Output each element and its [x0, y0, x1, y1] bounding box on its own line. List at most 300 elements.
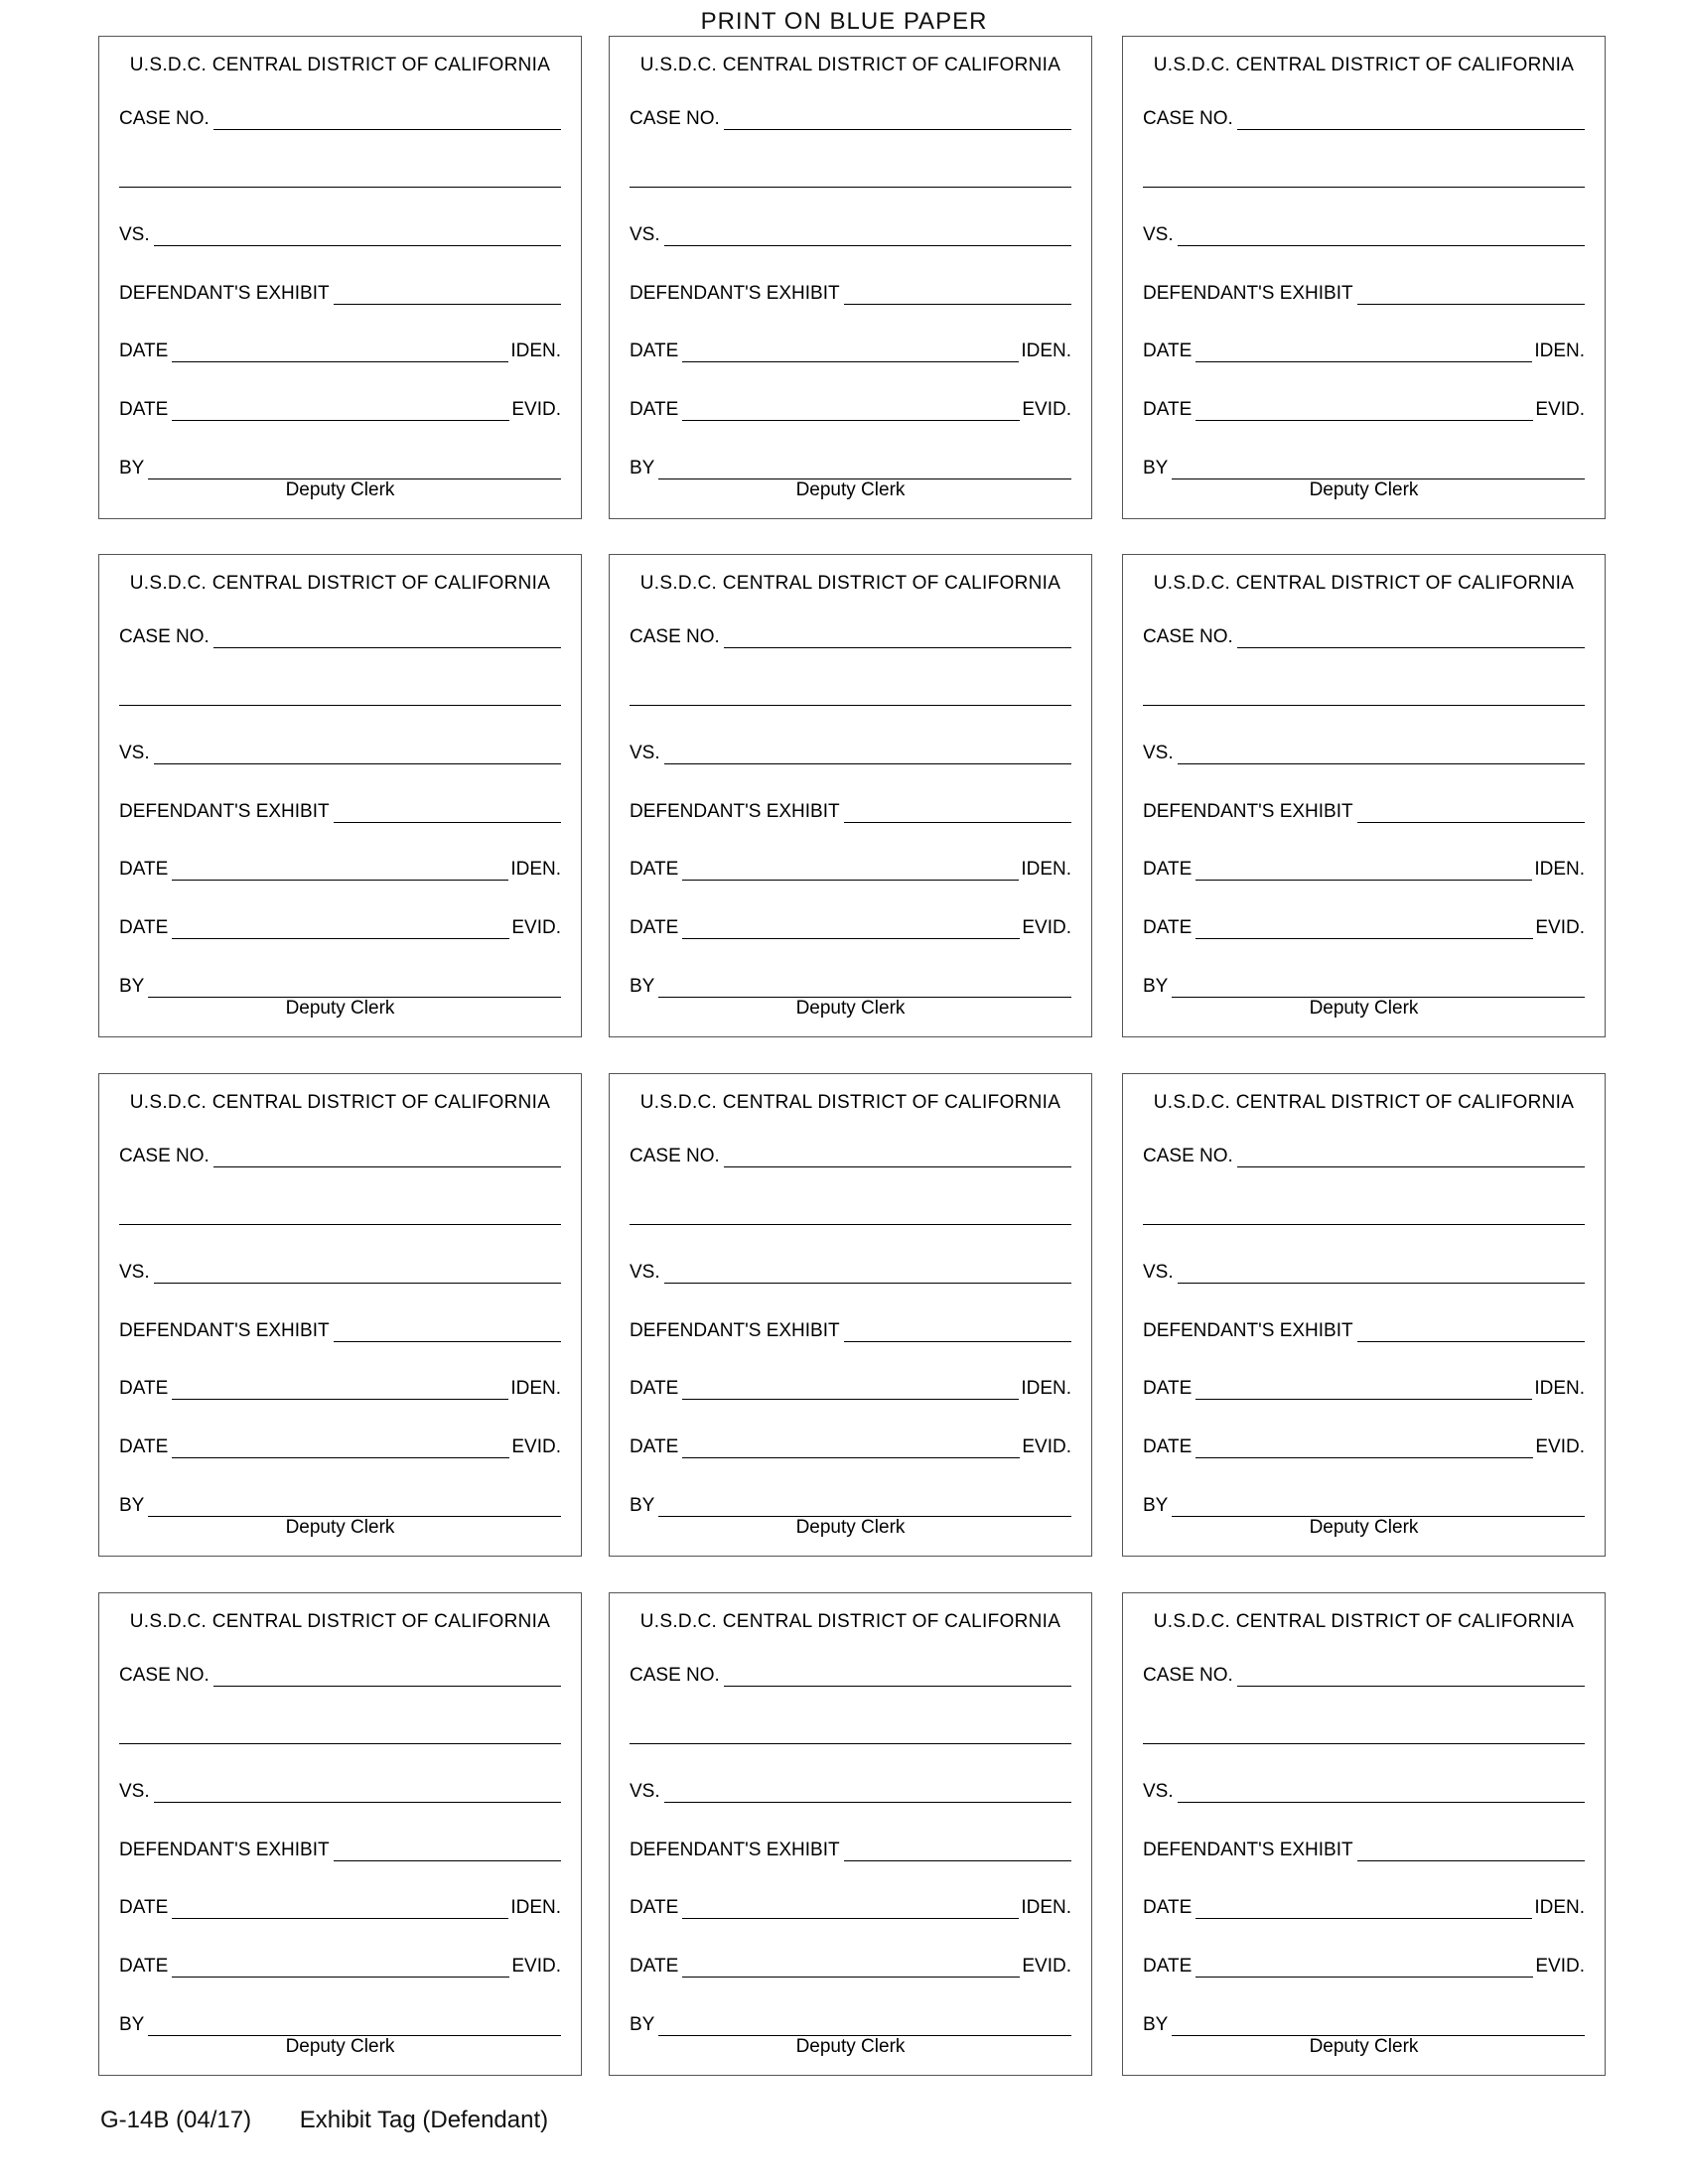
case-name-row: [630, 1195, 1071, 1225]
case-name-field[interactable]: [630, 1725, 1071, 1744]
vs-field[interactable]: [664, 1784, 1071, 1803]
vs-label: VS.: [630, 1781, 660, 1802]
vs-field[interactable]: [154, 227, 561, 246]
exhibit-tag-12: [1122, 1592, 1606, 2076]
evid-label: EVID.: [511, 1436, 561, 1457]
by-label: BY: [630, 2014, 655, 2035]
deputy-clerk-label: Deputy Clerk: [285, 479, 395, 500]
signature-field[interactable]: [148, 461, 561, 479]
evid-label: EVID.: [1535, 1436, 1585, 1457]
court-title: U.S.D.C. CENTRAL DISTRICT OF CALIFORNIA: [639, 1611, 1061, 1632]
vs-field[interactable]: [154, 1784, 561, 1803]
signature-field[interactable]: [1172, 2017, 1585, 2036]
signature-field[interactable]: [1172, 461, 1585, 479]
case-name-field[interactable]: [1143, 169, 1585, 188]
iden-label: IDEN.: [510, 859, 561, 880]
date-label: DATE: [119, 917, 169, 938]
date-iden-row: [119, 333, 561, 362]
date-iden-field[interactable]: [172, 1381, 508, 1400]
form-code: G-14B (04/17): [100, 2107, 252, 2133]
date-evid-field[interactable]: [172, 1439, 509, 1458]
case-no-label: CASE NO.: [119, 108, 210, 129]
exhibit-label: DEFENDANT'S EXHIBIT: [119, 1320, 330, 1341]
case-no-label: CASE NO.: [1143, 1665, 1233, 1686]
date-iden-field[interactable]: [172, 343, 508, 362]
deputy-clerk-label: Deputy Clerk: [1309, 479, 1419, 500]
case-name-row: [1143, 1195, 1585, 1225]
case-name-field[interactable]: [119, 687, 561, 706]
vs-field[interactable]: [664, 746, 1071, 764]
by-label: BY: [119, 2014, 145, 2035]
case-no-field[interactable]: [1237, 111, 1585, 130]
date-iden-row: [1143, 333, 1585, 362]
date-iden-field[interactable]: [1196, 1900, 1532, 1919]
by-label: BY: [1143, 976, 1169, 997]
iden-label: IDEN.: [1021, 1378, 1071, 1399]
signature-field[interactable]: [658, 461, 1071, 479]
date-label: DATE: [630, 917, 679, 938]
case-no-row: [119, 1657, 561, 1687]
signature-field[interactable]: [658, 1498, 1071, 1517]
case-no-label: CASE NO.: [630, 108, 720, 129]
vs-label: VS.: [119, 1262, 150, 1283]
exhibit-label: DEFENDANT'S EXHIBIT: [630, 801, 840, 822]
vs-row: [1143, 1773, 1585, 1803]
case-no-field[interactable]: [724, 1149, 1071, 1167]
by-row: [119, 450, 561, 479]
court-title: U.S.D.C. CENTRAL DISTRICT OF CALIFORNIA: [1153, 1611, 1575, 1632]
date-evid-row: [119, 1948, 561, 1978]
signature-field[interactable]: [1172, 1498, 1585, 1517]
vs-label: VS.: [119, 743, 150, 763]
exhibit-number-field[interactable]: [844, 1843, 1071, 1861]
date-iden-field[interactable]: [1196, 1381, 1532, 1400]
vs-label: VS.: [1143, 1781, 1174, 1802]
date-evid-field[interactable]: [682, 1959, 1020, 1978]
case-no-field[interactable]: [1237, 1149, 1585, 1167]
iden-label: IDEN.: [1534, 1378, 1585, 1399]
date-iden-row: [1143, 1889, 1585, 1919]
exhibit-tag-11: [609, 1592, 1092, 2076]
iden-label: IDEN.: [1534, 341, 1585, 361]
case-name-field[interactable]: [119, 1206, 561, 1225]
date-evid-field[interactable]: [1196, 402, 1533, 421]
case-name-row: [119, 1195, 561, 1225]
by-label: BY: [119, 458, 145, 478]
vs-field[interactable]: [664, 1265, 1071, 1284]
case-name-row: [1143, 676, 1585, 706]
case-no-field[interactable]: [213, 1668, 561, 1687]
case-no-row: [1143, 618, 1585, 648]
signature-field[interactable]: [148, 2017, 561, 2036]
exhibit-label: DEFENDANT'S EXHIBIT: [1143, 283, 1353, 304]
by-row: [119, 1487, 561, 1517]
vs-label: VS.: [1143, 224, 1174, 245]
vs-field[interactable]: [1178, 746, 1585, 764]
by-label: BY: [1143, 458, 1169, 478]
case-name-row: [630, 158, 1071, 188]
exhibit-label: DEFENDANT'S EXHIBIT: [119, 801, 330, 822]
deputy-clerk-label: Deputy Clerk: [285, 2036, 395, 2057]
exhibit-number-field[interactable]: [1357, 1843, 1585, 1861]
case-no-row: [630, 618, 1071, 648]
court-title: U.S.D.C. CENTRAL DISTRICT OF CALIFORNIA: [129, 55, 551, 75]
case-name-row: [630, 676, 1071, 706]
date-iden-field[interactable]: [682, 343, 1019, 362]
date-label: DATE: [630, 1956, 679, 1977]
evid-label: EVID.: [1535, 1956, 1585, 1977]
case-no-field[interactable]: [1237, 629, 1585, 648]
iden-label: IDEN.: [1021, 1897, 1071, 1918]
exhibit-tag-10: [98, 1592, 582, 2076]
exhibit-number-field[interactable]: [334, 1323, 561, 1342]
exhibit-tag-9: [1122, 1073, 1606, 1557]
date-evid-field[interactable]: [172, 402, 509, 421]
signature-field[interactable]: [658, 979, 1071, 998]
date-evid-row: [119, 391, 561, 421]
date-evid-field[interactable]: [1196, 1959, 1533, 1978]
vs-field[interactable]: [1178, 1784, 1585, 1803]
vs-row: [1143, 216, 1585, 246]
vs-label: VS.: [119, 224, 150, 245]
court-title: U.S.D.C. CENTRAL DISTRICT OF CALIFORNIA: [129, 1092, 551, 1113]
exhibit-row: [630, 1832, 1071, 1861]
deputy-clerk-label: Deputy Clerk: [795, 479, 906, 500]
date-evid-row: [1143, 1948, 1585, 1978]
evid-label: EVID.: [1535, 399, 1585, 420]
vs-row: [119, 735, 561, 764]
date-iden-row: [630, 851, 1071, 881]
case-no-label: CASE NO.: [119, 626, 210, 647]
date-label: DATE: [630, 341, 679, 361]
by-label: BY: [1143, 1495, 1169, 1516]
exhibit-label: DEFENDANT'S EXHIBIT: [1143, 1840, 1353, 1860]
vs-row: [630, 1254, 1071, 1284]
date-evid-row: [1143, 909, 1585, 939]
evid-label: EVID.: [1535, 917, 1585, 938]
date-iden-row: [119, 1370, 561, 1400]
vs-row: [1143, 1254, 1585, 1284]
page-footer: [100, 2107, 548, 2134]
date-iden-field[interactable]: [682, 862, 1019, 881]
vs-row: [630, 216, 1071, 246]
date-label: DATE: [630, 1897, 679, 1918]
by-label: BY: [630, 458, 655, 478]
evid-label: EVID.: [1022, 1956, 1071, 1977]
deputy-clerk-label: Deputy Clerk: [1309, 998, 1419, 1019]
date-evid-field[interactable]: [682, 1439, 1020, 1458]
date-iden-row: [1143, 851, 1585, 881]
case-name-field[interactable]: [119, 169, 561, 188]
date-iden-field[interactable]: [682, 1900, 1019, 1919]
iden-label: IDEN.: [510, 341, 561, 361]
case-name-row: [119, 158, 561, 188]
date-iden-field[interactable]: [172, 862, 508, 881]
exhibit-tag-8: [609, 1073, 1092, 1557]
form-title: Exhibit Tag (Defendant): [299, 2107, 549, 2133]
vs-label: VS.: [630, 743, 660, 763]
exhibit-row: [119, 793, 561, 823]
date-evid-field[interactable]: [682, 402, 1020, 421]
exhibit-tag-7: [98, 1073, 582, 1557]
court-title: U.S.D.C. CENTRAL DISTRICT OF CALIFORNIA: [639, 1092, 1061, 1113]
evid-label: EVID.: [511, 1956, 561, 1977]
date-label: DATE: [119, 1378, 169, 1399]
case-no-field[interactable]: [213, 111, 561, 130]
exhibit-number-field[interactable]: [1357, 1323, 1585, 1342]
iden-label: IDEN.: [510, 1378, 561, 1399]
iden-label: IDEN.: [1534, 1897, 1585, 1918]
date-iden-field[interactable]: [172, 1900, 508, 1919]
exhibit-row: [119, 1312, 561, 1342]
case-name-row: [1143, 158, 1585, 188]
vs-label: VS.: [630, 1262, 660, 1283]
date-label: DATE: [1143, 1897, 1193, 1918]
evid-label: EVID.: [511, 917, 561, 938]
case-name-row: [119, 676, 561, 706]
date-label: DATE: [1143, 1436, 1193, 1457]
date-label: DATE: [119, 341, 169, 361]
case-no-row: [630, 1138, 1071, 1167]
case-no-row: [630, 100, 1071, 130]
date-iden-row: [630, 1889, 1071, 1919]
by-label: BY: [1143, 2014, 1169, 2035]
date-iden-row: [630, 1370, 1071, 1400]
date-label: DATE: [630, 399, 679, 420]
case-no-label: CASE NO.: [1143, 626, 1233, 647]
exhibit-number-field[interactable]: [334, 286, 561, 305]
by-row: [119, 968, 561, 998]
case-no-row: [1143, 1657, 1585, 1687]
by-row: [1143, 1487, 1585, 1517]
by-label: BY: [119, 976, 145, 997]
date-evid-row: [630, 1948, 1071, 1978]
date-evid-row: [630, 909, 1071, 939]
date-evid-row: [1143, 1429, 1585, 1458]
vs-row: [119, 1254, 561, 1284]
exhibit-row: [1143, 793, 1585, 823]
exhibit-number-field[interactable]: [1357, 804, 1585, 823]
case-name-row: [1143, 1714, 1585, 1744]
case-no-row: [630, 1657, 1071, 1687]
vs-label: VS.: [1143, 743, 1174, 763]
case-name-field[interactable]: [1143, 1725, 1585, 1744]
date-label: DATE: [630, 859, 679, 880]
vs-field[interactable]: [154, 1265, 561, 1284]
case-no-label: CASE NO.: [630, 626, 720, 647]
case-no-field[interactable]: [213, 629, 561, 648]
exhibit-tag-3: [1122, 36, 1606, 519]
evid-label: EVID.: [1022, 399, 1071, 420]
date-evid-row: [630, 1429, 1071, 1458]
exhibit-label: DEFENDANT'S EXHIBIT: [1143, 1320, 1353, 1341]
date-label: DATE: [1143, 1378, 1193, 1399]
date-label: DATE: [1143, 917, 1193, 938]
date-evid-field[interactable]: [172, 920, 509, 939]
case-no-field[interactable]: [724, 111, 1071, 130]
case-no-row: [1143, 1138, 1585, 1167]
vs-label: VS.: [1143, 1262, 1174, 1283]
court-title: U.S.D.C. CENTRAL DISTRICT OF CALIFORNIA: [1153, 573, 1575, 594]
exhibit-row: [119, 1832, 561, 1861]
by-row: [1143, 968, 1585, 998]
evid-label: EVID.: [1022, 917, 1071, 938]
court-title: U.S.D.C. CENTRAL DISTRICT OF CALIFORNIA: [129, 573, 551, 594]
case-name-field[interactable]: [630, 687, 1071, 706]
exhibit-row: [1143, 1312, 1585, 1342]
exhibit-row: [630, 793, 1071, 823]
vs-row: [630, 1773, 1071, 1803]
exhibit-row: [630, 275, 1071, 305]
date-evid-row: [630, 391, 1071, 421]
vs-label: VS.: [630, 224, 660, 245]
exhibit-label: DEFENDANT'S EXHIBIT: [630, 1320, 840, 1341]
date-iden-field[interactable]: [1196, 343, 1532, 362]
iden-label: IDEN.: [1534, 859, 1585, 880]
vs-field[interactable]: [664, 227, 1071, 246]
date-iden-row: [1143, 1370, 1585, 1400]
case-no-label: CASE NO.: [1143, 1146, 1233, 1166]
case-name-field[interactable]: [119, 1725, 561, 1744]
by-row: [630, 450, 1071, 479]
date-evid-field[interactable]: [1196, 920, 1533, 939]
by-label: BY: [630, 1495, 655, 1516]
date-iden-row: [119, 851, 561, 881]
vs-row: [630, 735, 1071, 764]
exhibit-label: DEFENDANT'S EXHIBIT: [119, 1840, 330, 1860]
exhibit-label: DEFENDANT'S EXHIBIT: [1143, 801, 1353, 822]
exhibit-label: DEFENDANT'S EXHIBIT: [630, 283, 840, 304]
date-iden-field[interactable]: [682, 1381, 1019, 1400]
case-no-label: CASE NO.: [1143, 108, 1233, 129]
by-row: [1143, 2006, 1585, 2036]
by-row: [630, 2006, 1071, 2036]
signature-field[interactable]: [658, 2017, 1071, 2036]
date-evid-field[interactable]: [682, 920, 1020, 939]
date-evid-row: [119, 1429, 561, 1458]
court-title: U.S.D.C. CENTRAL DISTRICT OF CALIFORNIA: [129, 1611, 551, 1632]
by-label: BY: [119, 1495, 145, 1516]
deputy-clerk-label: Deputy Clerk: [795, 1517, 906, 1538]
vs-field[interactable]: [1178, 1265, 1585, 1284]
by-label: BY: [630, 976, 655, 997]
deputy-clerk-label: Deputy Clerk: [285, 1517, 395, 1538]
case-no-row: [119, 618, 561, 648]
exhibit-row: [119, 275, 561, 305]
exhibit-label: DEFENDANT'S EXHIBIT: [630, 1840, 840, 1860]
iden-label: IDEN.: [1021, 859, 1071, 880]
exhibit-tag-4: [98, 554, 582, 1037]
iden-label: IDEN.: [510, 1897, 561, 1918]
vs-row: [119, 1773, 561, 1803]
deputy-clerk-label: Deputy Clerk: [1309, 2036, 1419, 2057]
case-name-field[interactable]: [630, 169, 1071, 188]
date-evid-row: [119, 909, 561, 939]
iden-label: IDEN.: [1021, 341, 1071, 361]
vs-field[interactable]: [1178, 227, 1585, 246]
date-evid-field[interactable]: [1196, 1439, 1533, 1458]
exhibit-number-field[interactable]: [844, 286, 1071, 305]
case-name-field[interactable]: [630, 1206, 1071, 1225]
vs-label: VS.: [119, 1781, 150, 1802]
deputy-clerk-label: Deputy Clerk: [285, 998, 395, 1019]
date-label: DATE: [119, 1436, 169, 1457]
signature-field[interactable]: [148, 1498, 561, 1517]
court-title: U.S.D.C. CENTRAL DISTRICT OF CALIFORNIA: [639, 55, 1061, 75]
date-label: DATE: [1143, 399, 1193, 420]
evid-label: EVID.: [1022, 1436, 1071, 1457]
deputy-clerk-label: Deputy Clerk: [795, 998, 906, 1019]
exhibit-number-field[interactable]: [334, 804, 561, 823]
date-label: DATE: [1143, 1956, 1193, 1977]
exhibit-tag-2: [609, 36, 1092, 519]
date-iden-field[interactable]: [1196, 862, 1532, 881]
case-no-field[interactable]: [213, 1149, 561, 1167]
date-label: DATE: [1143, 341, 1193, 361]
exhibit-tag-1: [98, 36, 582, 519]
case-name-row: [119, 1714, 561, 1744]
case-no-field[interactable]: [724, 629, 1071, 648]
case-no-label: CASE NO.: [630, 1665, 720, 1686]
date-label: DATE: [119, 1956, 169, 1977]
case-no-label: CASE NO.: [119, 1146, 210, 1166]
exhibit-number-field[interactable]: [334, 1843, 561, 1861]
date-evid-field[interactable]: [172, 1959, 509, 1978]
exhibit-tag-5: [609, 554, 1092, 1037]
case-no-label: CASE NO.: [119, 1665, 210, 1686]
vs-row: [119, 216, 561, 246]
by-row: [630, 968, 1071, 998]
case-no-row: [119, 100, 561, 130]
date-label: DATE: [119, 859, 169, 880]
deputy-clerk-label: Deputy Clerk: [1309, 1517, 1419, 1538]
case-name-row: [630, 1714, 1071, 1744]
case-no-field[interactable]: [724, 1668, 1071, 1687]
by-row: [630, 1487, 1071, 1517]
date-iden-row: [119, 1889, 561, 1919]
date-label: DATE: [119, 399, 169, 420]
court-title: U.S.D.C. CENTRAL DISTRICT OF CALIFORNIA: [1153, 55, 1575, 75]
exhibit-label: DEFENDANT'S EXHIBIT: [119, 283, 330, 304]
date-label: DATE: [119, 1897, 169, 1918]
signature-field[interactable]: [1172, 979, 1585, 998]
case-no-field[interactable]: [1237, 1668, 1585, 1687]
exhibit-number-field[interactable]: [844, 804, 1071, 823]
case-no-row: [1143, 100, 1585, 130]
date-label: DATE: [630, 1378, 679, 1399]
vs-row: [1143, 735, 1585, 764]
exhibit-row: [1143, 275, 1585, 305]
date-iden-row: [630, 333, 1071, 362]
by-row: [1143, 450, 1585, 479]
exhibit-row: [630, 1312, 1071, 1342]
date-label: DATE: [630, 1436, 679, 1457]
date-evid-row: [1143, 391, 1585, 421]
exhibit-row: [1143, 1832, 1585, 1861]
page-header: PRINT ON BLUE PAPER: [700, 8, 988, 35]
exhibit-number-field[interactable]: [1357, 286, 1585, 305]
deputy-clerk-label: Deputy Clerk: [795, 2036, 906, 2057]
case-name-field[interactable]: [1143, 1206, 1585, 1225]
evid-label: EVID.: [511, 399, 561, 420]
case-name-field[interactable]: [1143, 687, 1585, 706]
court-title: U.S.D.C. CENTRAL DISTRICT OF CALIFORNIA: [639, 573, 1061, 594]
signature-field[interactable]: [148, 979, 561, 998]
date-label: DATE: [1143, 859, 1193, 880]
court-title: U.S.D.C. CENTRAL DISTRICT OF CALIFORNIA: [1153, 1092, 1575, 1113]
vs-field[interactable]: [154, 746, 561, 764]
exhibit-number-field[interactable]: [844, 1323, 1071, 1342]
